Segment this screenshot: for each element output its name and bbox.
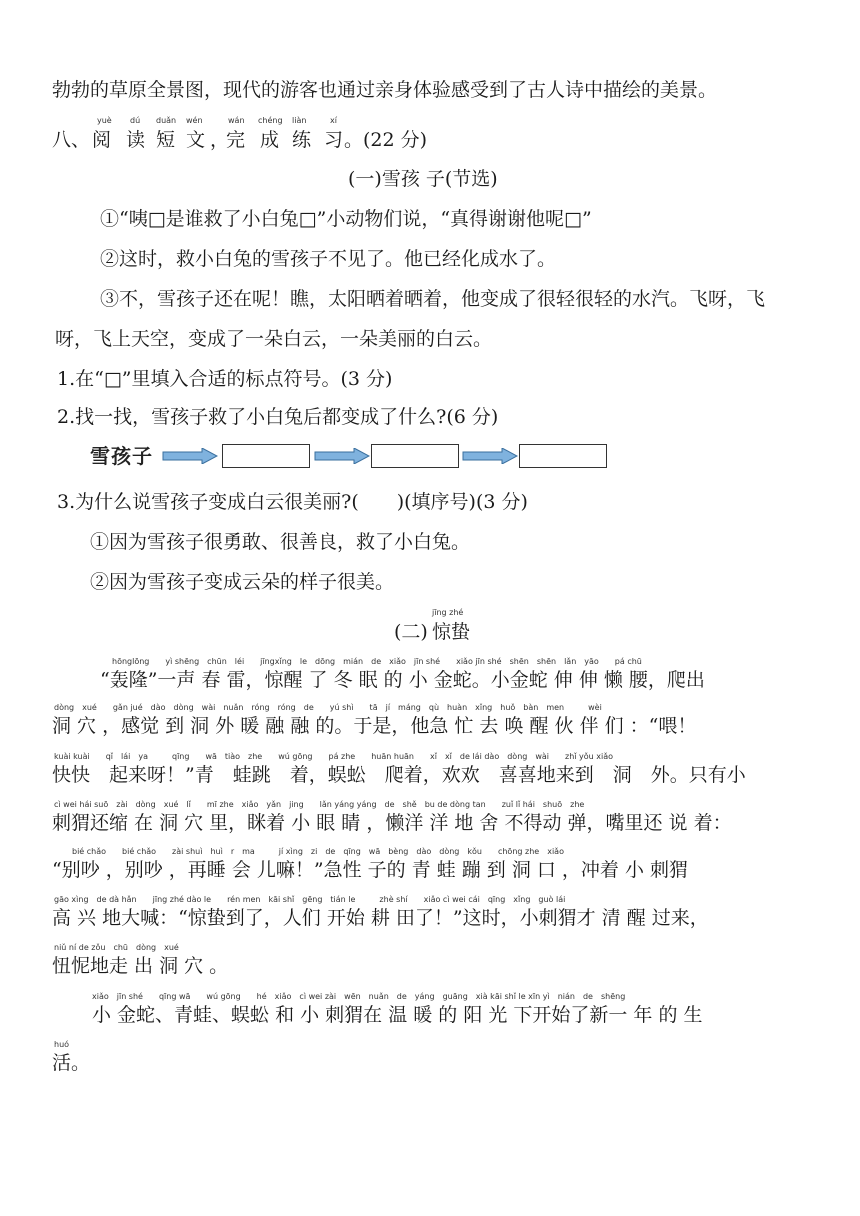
option-1: ①因为雪孩子很勇敢、很善良，救了小白兔。 bbox=[90, 531, 471, 553]
section8-char: 短 bbox=[156, 129, 176, 151]
passage-line-5: “别吵 ，别吵 ，再睡 会 儿嘛！”急性 子的 青 蛙 蹦 到 洞 口 ，冲着 小 刺猬 bbox=[52, 859, 688, 881]
section8-char: 练 bbox=[292, 129, 312, 151]
passage-pinyin-4: cì wei hái suō zài dòng xué lǐ mī zhe xiǎo yǎn jing lǎn yáng yáng de shě bu de dòng tan zuǐ lǐ hái shuō zhe bbox=[54, 800, 585, 809]
part1-para-3-cont: 呀，飞上天空，变成了一朵白云，一朵美丽的白云。 bbox=[55, 328, 493, 350]
passage-pinyin-7: niǔ ní de zǒu chū dòng xué bbox=[54, 943, 179, 952]
section8-char: 读 bbox=[126, 129, 146, 151]
passage-line-7: 忸怩地走 出 洞 穴 。 bbox=[52, 955, 229, 977]
section8-char: 成 bbox=[260, 129, 280, 151]
passage-line-9: 活。 bbox=[52, 1052, 91, 1074]
section8-char: 阅 bbox=[92, 129, 112, 151]
section8-pinyin: wén bbox=[186, 116, 203, 125]
section8-char: 习 bbox=[324, 129, 344, 151]
passage-pinyin-1: hōnglōng yì shēng chūn léi jīngxǐng le dōng mián de xiǎo jīn shé xiǎo jīn shé shēn shēn lǎn yāo pá chū bbox=[112, 657, 642, 666]
passage-line-4: 刺猬还缩 在 洞 穴 里，眯着 小 眼 睛 ，懒洋 洋 地 舍 不得动 弹，嘴里还 说 着： bbox=[52, 812, 732, 834]
passage-pinyin-5: bié chǎo bié chǎo zài shuì huì r ma jí xìng zi de qīng wā bèng dào dòng kǒu chōng zhe xiǎo bbox=[72, 847, 564, 856]
section8-char: 文 bbox=[186, 129, 206, 151]
passage-line-1: “轰隆”一声 春 雷，惊醒 了 冬 眠 的 小 金蛇。小金蛇 伸 伸 懒 腰，爬出 bbox=[100, 669, 705, 691]
section8-suffix: 。(22 分) bbox=[344, 129, 428, 151]
question-2: 2.找一找，雪孩子救了小白兔后都变成了什么?(6 分) bbox=[57, 406, 499, 428]
section8-pinyin: liàn bbox=[292, 116, 307, 125]
part2-title: 惊蛰 bbox=[432, 621, 471, 643]
option-2: ②因为雪孩子变成云朵的样子很美。 bbox=[90, 571, 395, 593]
arrow-right-icon bbox=[162, 448, 218, 464]
passage-line-6: 高 兴 地大喊：“惊蛰到了，人们 开始 耕 田了！”这时，小刺猬才 清 醒 过来， bbox=[52, 907, 709, 929]
passage-pinyin-8: xiǎo jīn shé qīng wā wú gōng hé xiǎo cì wei zài wēn nuǎn de yáng guāng xià kāi shǐ le xīn yì nián de shēng bbox=[92, 992, 626, 1001]
question-3: 3.为什么说雪孩子变成白云很美丽?( )(填序号)(3 分) bbox=[57, 491, 528, 513]
part1-title: (一)雪孩 子(节选) bbox=[348, 168, 498, 190]
section8-pinyin: duǎn bbox=[156, 116, 177, 125]
passage-line-2: 洞 穴 ，感觉 到 洞 外 暖 融 融 的。于是，他急 忙 去 唤 醒 伙 伴 们 ：“喂！ bbox=[52, 715, 697, 737]
answer-box-3[interactable] bbox=[519, 444, 607, 468]
passage-line-3: 快快 起来呀！”青 蛙跳 着，蜈蚣 爬着，欢欢 喜喜地来到 洞 外。只有小 bbox=[52, 764, 746, 786]
passage-pinyin-2: dòng xué gǎn jué dào dòng wài nuǎn róng róng de yú shì tā jí máng qù huàn xǐng huǒ bàn men wèi bbox=[54, 703, 602, 712]
part2-title-prefix: (二) bbox=[394, 621, 428, 643]
passage-pinyin-6: gāo xìng de dà hǎn jīng zhé dào le rén men kāi shǐ gēng tián le zhè shí xiǎo cì wei cái qīng xǐng guò lái bbox=[54, 895, 566, 904]
passage-pinyin-9: huó bbox=[54, 1040, 70, 1049]
section8-pinyin: wán bbox=[228, 116, 245, 125]
section8-prefix: 八、 bbox=[52, 129, 91, 151]
part2-title-pinyin: jīng zhé bbox=[432, 608, 464, 617]
answer-box-2[interactable] bbox=[371, 444, 459, 468]
section8-char: 完 bbox=[226, 129, 246, 151]
transformation-flow bbox=[90, 443, 610, 469]
answer-box-1[interactable] bbox=[222, 444, 310, 468]
flow-label: 雪孩子 bbox=[90, 444, 153, 468]
intro-tail-text: 勃勃的草原全景图，现代的游客也通过亲身体验感受到了古人诗中描绘的美景。 bbox=[52, 79, 718, 101]
section8-pinyin: chéng bbox=[258, 116, 283, 125]
section8-pinyin: dú bbox=[130, 116, 141, 125]
section8-pinyin: yuè bbox=[97, 116, 112, 125]
passage-pinyin-3: kuài kuài qǐ lái ya qīng wā tiào zhe wú gōng pá zhe huān huān xǐ xǐ de lái dào dòng wài zhǐ yǒu xiǎo bbox=[54, 752, 614, 761]
part1-para-3: ③不，雪孩子还在呢！瞧，太阳晒着晒着，他变成了很轻很轻的水汽。飞呀，飞 bbox=[100, 288, 766, 310]
part1-para-2: ②这时，救小白兔的雪孩子不见了。他已经化成水了。 bbox=[100, 248, 557, 270]
question-1: 1.在“□”里填入合适的标点符号。(3 分) bbox=[57, 368, 393, 390]
passage-line-8: 小 金蛇、青蛙、蜈蚣 和 小 刺猬在 温 暖 的 阳 光 下开始了新一 年 的 生 bbox=[92, 1004, 703, 1026]
part1-para-1: ①“咦□是谁救了小白兔□”小动物们说，“真得谢谢他呢□” bbox=[100, 208, 592, 230]
section8-comma: ， bbox=[210, 129, 230, 151]
section8-pinyin: xí bbox=[330, 116, 337, 125]
arrow-right-icon bbox=[314, 448, 370, 464]
arrow-right-icon bbox=[462, 448, 518, 464]
